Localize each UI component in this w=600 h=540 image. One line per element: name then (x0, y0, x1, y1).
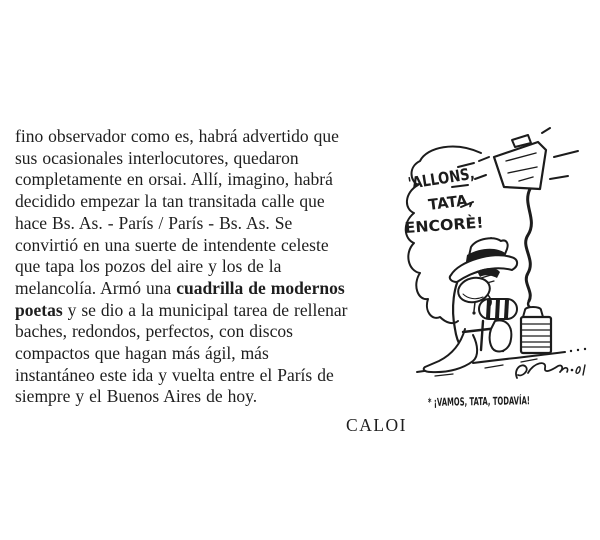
article-line: hace Bs. As. - París / París - Bs. As. Se (15, 212, 293, 233)
soda-siphon (521, 307, 551, 353)
tango-man (424, 238, 517, 372)
lamp-pole (526, 189, 532, 301)
article-line: fino observador como es, habrá advertido que (15, 126, 339, 146)
speech-text-line-2: TATA, (427, 190, 476, 214)
scarf-stripes (486, 300, 509, 319)
siphon-cap (523, 307, 543, 317)
speech-text-line-3: ENCORÈ! (404, 213, 481, 237)
thigh-boot (490, 320, 512, 351)
lamp-head (494, 142, 546, 189)
article-line: baches, redondos, perfectos, con discos (15, 321, 293, 342)
cigarette (474, 302, 475, 311)
editorial-cartoon (395, 125, 595, 435)
article-line: completamente en orsai. Allí, imagino, habrá (15, 169, 333, 190)
hat-brim (450, 255, 517, 282)
cigarette-tip (472, 311, 475, 314)
leg-foot (424, 329, 477, 372)
ground-dots (570, 348, 586, 352)
artist-signature-scribble (516, 363, 585, 378)
article-line: instantáneo este ida y vuelta entre el París de (15, 364, 334, 385)
article-line: melancolía. Armó una cuadrilla de modernos (15, 277, 345, 298)
article-line: convirtió en una suerte de intendente celeste (15, 234, 329, 255)
author-signature: CALOI (346, 415, 407, 435)
article-line: poetas y se dio a la municipal tarea de rellenar (15, 299, 348, 320)
cartoon-caption: * ¡VAMOS, TATA, TODAVÍA! (427, 393, 593, 409)
speech-text-line-1: 'ALLONS, (406, 161, 491, 193)
article-line: siempre y el Buenos Aires de hoy. (15, 386, 258, 407)
article-line: sus ocasionales interlocutores, quedaron (15, 147, 299, 168)
article-line: que tapa los pozos del aire y los de la (15, 256, 282, 277)
article-line: decidido empezar la tan transitada calle que (15, 191, 325, 212)
article-text (15, 126, 407, 408)
article-line: compactos que hagan más ágil, más (15, 343, 269, 364)
